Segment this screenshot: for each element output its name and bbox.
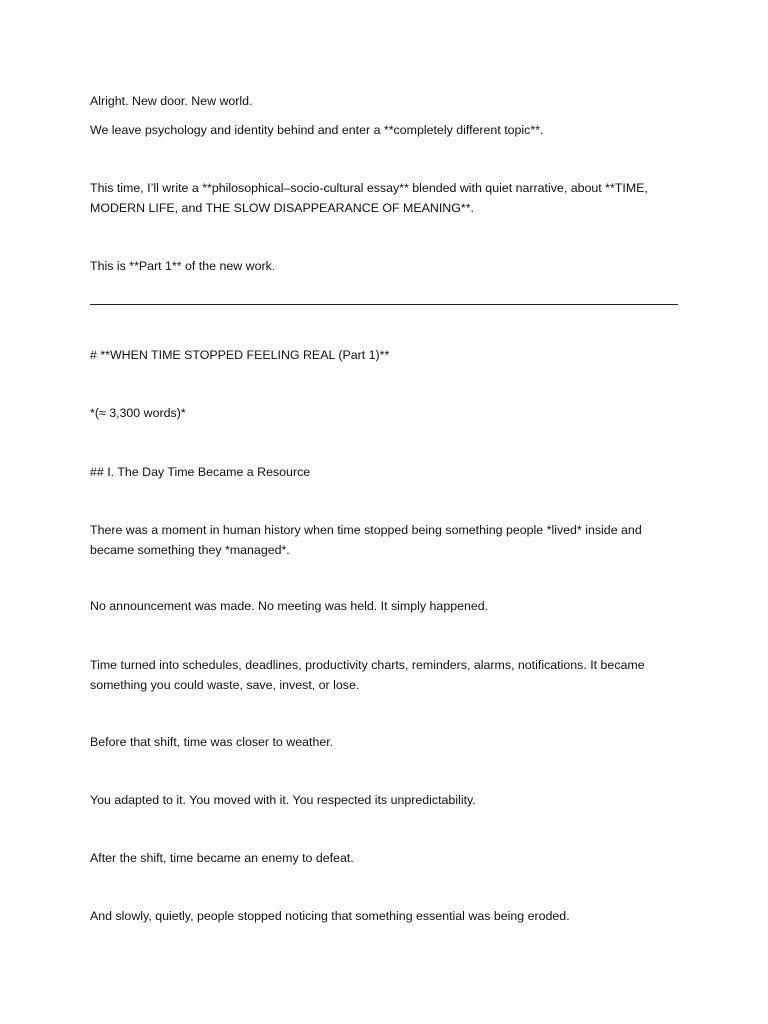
word-count: *(≈ 3,300 words)*: [90, 406, 186, 420]
horizontal-divider: [90, 304, 678, 305]
body-paragraph: Before that shift, time was closer to weather.: [90, 735, 334, 749]
body-paragraph: After the shift, time became an enemy to defeat.: [90, 851, 354, 865]
essay-title: # **WHEN TIME STOPPED FEELING REAL (Part 1)**: [90, 348, 390, 362]
intro-line: We leave psychology and identity behind and enter a **completely different topic**.: [90, 123, 544, 137]
body-paragraph: Time turned into schedules, deadlines, productivity charts, reminders, alarms, notifications. It became something you could waste, save, invest, or lose.: [90, 658, 645, 692]
intro-line: This is **Part 1** of the new work.: [90, 259, 276, 273]
body-paragraph: No announcement was made. No meeting was held. It simply happened.: [90, 599, 489, 613]
body-paragraph: You adapted to it. You moved with it. You respected its unpredictability.: [90, 793, 476, 807]
section-heading: ## I. The Day Time Became a Resource: [90, 465, 311, 479]
intro-line: Alright. New door. New world.: [90, 94, 253, 108]
body-paragraph: There was a moment in human history when time stopped being something people *lived* inside and became something they *managed*.: [90, 523, 642, 557]
intro-paragraph: This time, I’ll write a **philosophical–socio-cultural essay** blended with quiet narrative, about **TIME, MODERN LIFE, and THE SLOW DISAPPEARANCE OF MEANING**.: [90, 181, 648, 215]
body-paragraph: And slowly, quietly, people stopped noticing that something essential was being eroded.: [90, 909, 570, 923]
